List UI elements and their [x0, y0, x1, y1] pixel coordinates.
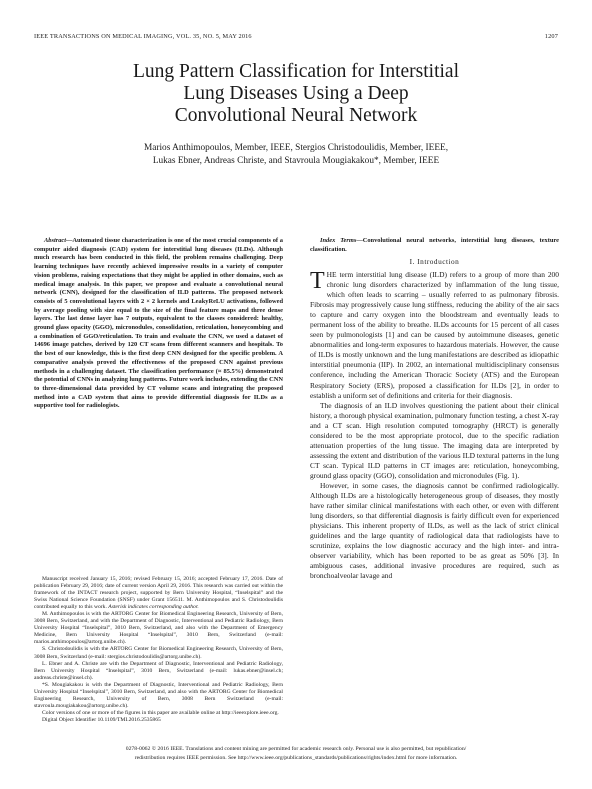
left-column	[34, 237, 283, 411]
paragraph: THE term interstitial lung disease (ILD) refers to a group of more than 200 chronic lung disorders characterized by inflammation of the lung tissue, which often leads to scarring – usually referred to as pulmonary fibrosis. Fibrosis may progressively cause lung stiffness, reducing the ability of the air sacs to capture and carry oxygen into the bloodstream and eventually leads to permanent loss of the ability to breathe. ILDs accounts for 15 percent of all cases seen by pulmonologists [1] and can be caused by autoimmune diseases, genetic abnormalities and long-term exposures to hazardous materials. However, the cause of ILDs is mostly unknown and the lung manifestations are described as idiopathic interstitial pneumonia (IIP). In 2002, an international multidisciplinary consensus conference, including the American Thoracic Society (ATS) and the European Respiratory Society (ERS), proposed a classification for ILDs [2], in order to establish a uniform set of definitions and criteria for their diagnosis.	[310, 268, 559, 400]
running-header	[34, 33, 558, 43]
journal-header: IEEE TRANSACTIONS ON MEDICAL IMAGING, VOL. 35, NO. 5, MAY 2016	[34, 33, 252, 40]
corresponding-author-note: Asterisk indicates corresponding author.	[108, 604, 199, 611]
paragraph: However, in some cases, the diagnosis cannot be confirmed radiologically. Although ILDs are a histologically heterogeneous group of diseases, they mostly have rather similar clinical manifestations with each other, or even with different lung disorders, so that differential diagnosis is fairly difficult even for experienced physicians. This inherent property of ILDs, as well as the lack of strict clinical guidelines and the large quantity of radiological data that radiologists have to scrutinize, explains the low diagnostic accuracy and the high inter- and intra-observer variability, which has been reported to be as great as 50% [3]. In ambiguous cases, additional invasive procedures are required, such as bronchoalveolar lavage and	[310, 480, 559, 581]
footnote-doi: Digital Object Identifier 10.1109/TMI.2016.2535865	[42, 716, 161, 723]
footer-line: redistribution requires IEEE permission. See http://www.ieee.org/publications_standards/publications/rights/index.html for more information.	[134, 754, 458, 761]
index-terms-text: —Convolutional neural networks, interstitial lung diseases, texture classification.	[310, 237, 559, 253]
footnotes	[34, 576, 283, 724]
right-column	[310, 237, 559, 254]
abstract	[34, 237, 283, 411]
footnote-affiliation: L. Ebner and A. Christe are with the Department of Diagnostic, Interventional and Pediatric Radiology, Bern University Hospital “Inselspital”, 3010 Bern, Switzerland (e-mail: lukas.ebner@insel.ch; andreas.christe@insel.ch).	[34, 660, 283, 681]
title-line: Lung Diseases Using a Deep	[183, 83, 409, 104]
author-line: Marios Anthimopoulos, Member, IEEE, Stergios Christodoulidis, Member, IEEE,	[143, 143, 449, 153]
page-number: 1207	[544, 33, 558, 40]
introduction-body	[310, 270, 559, 581]
abstract-text: —Automated tissue characterization is one of the most crucial components of a computer aided diagnosis (CAD) system for interstitial lung diseases (ILDs). Although much research has been conducted in this field, the problem remains challenging. Deep learning techniques have recently achieved impressive results in a variety of computer vision problems, raising expectations that they might be applied in other domains, such as medical image analysis. In this paper, we propose and evaluate a convolutional neural network (CNN), designed for the classification of ILD patterns. The proposed network consists of 5 convolutional layers with 2 × 2 kernels and LeakyReLU activations, followed by average pooling with size equal to the size of the final feature maps and three dense layers. The last dense layer has 7 outputs, equivalent to the classes considered: healthy, ground glass opacity (GGO), micronodules, consolidation, reticulation, honeycombing and a combination of GGO/reticulation. To train and evaluate the CNN, we used a dataset of 14696 image patches, derived by 120 CT scans from different scanners and hospitals. To the best of our knowledge, this is the first deep CNN designed for the specific problem. A comparative analysis proved the effectiveness of the proposed CNN against previous methods in a challenging dataset. The classification performance (≈ 85.5%) demonstrated the potential of CNNs in analyzing lung patterns. Future work includes, extending the CNN to three-dimensional data provided by CT volume scans and integrating the proposed method into a CAD system that aims to provide differential diagnosis for ILDs as a supportive tool for radiologists.	[34, 237, 283, 410]
footnote-received: Manuscript received January 15, 2016; revised February 15, 2016; accepted February 17, 2016. Date of publication February 29, 2016; date of current version April 29, 2016. This research was carried out within the framework of the INTACT research project, supported by Bern University Hospital, “Inselspital” and the Swiss National Science Foundation (SNSF) under Grant 156511. M. Anthimopoulos and S. Christodoulidis contributed equally to this work. Asterisk indicates corresponding author.	[34, 576, 283, 611]
author-list	[40, 142, 552, 168]
section-heading: I. Introduction	[409, 257, 460, 266]
index-terms	[310, 237, 559, 254]
drop-cap: T	[310, 268, 325, 294]
copyright-footer	[34, 745, 558, 762]
title-line: Lung Pattern Classification for Interstitial	[132, 61, 459, 82]
title-line: Convolutional Neural Network	[174, 105, 418, 126]
author-line: Lukas Ebner, Andreas Christe, and Stavroula Mougiakakou*, Member, IEEE	[152, 156, 440, 166]
footnote-color-note: Color versions of one or more of the figures in this paper are available online at http://ieeexplore.ieee.org.	[42, 709, 279, 716]
abstract-label: Abstract	[44, 237, 67, 244]
footer-line: 0278-0062 © 2016 IEEE. Translations and content mining are permitted for academic research only. Personal use is also permitted, but republication/	[125, 746, 467, 752]
footnote-affiliation: *S. Mougiakakou is with the Department of Diagnostic, Interventional and Pediatric Radiology, Bern University Hospital “Inselspital”, 3010 Bern, Switzerland, and also with the ARTORG Center for Biomedical Engineering Research, University of Bern, 3008 Bern Switzerland (e-mail: stavroula.mougiakakou@artorg.unibe.ch).	[34, 681, 283, 709]
footnote-affiliation: S. Christodoulidis is with the ARTORG Center for Biomedical Engineering Research, University of Bern, 3008 Bern, Switzerland (e-mail: stergios.christodoulidis@artorg.unibe.ch).	[34, 646, 283, 660]
paragraph: The diagnosis of an ILD involves questioning the patient about their clinical history, a thorough physical examination, pulmonary function testing, a chest X-ray and a CT scan. High resolution computed tomography (HRCT) is generally considered to be the most appropriate protocol, due to the specific radiation attenuation properties of the lung tissue. The imaging data are interpreted by assessing the extent and distribution of the various ILD textural patterns in the lung CT scan. Typical ILD patterns in CT images are: reticulation, honeycombing, ground glass opacity (GGO), consolidation and micronodules (Fig. 1).	[310, 400, 559, 480]
footnote-affiliation: M. Anthimopoulos is with the ARTORG Center for Biomedical Engineering Research, University of Bern, 3008 Bern, Switzerland, and with the Department of Diagnostic, Interventional and Pediatric Radiology, Bern University Hospital “Inselspital”, 3010 Bern, Switzerland, and also with the Department of Emergency Medicine, Bern University Hospital “Inselspital”, 3010 Bern, Switzerland (e-mail: marios.anthimopoulos@artorg.unibe.ch).	[34, 611, 283, 646]
paper-title	[40, 61, 552, 127]
index-terms-label: Index Terms	[320, 237, 357, 244]
